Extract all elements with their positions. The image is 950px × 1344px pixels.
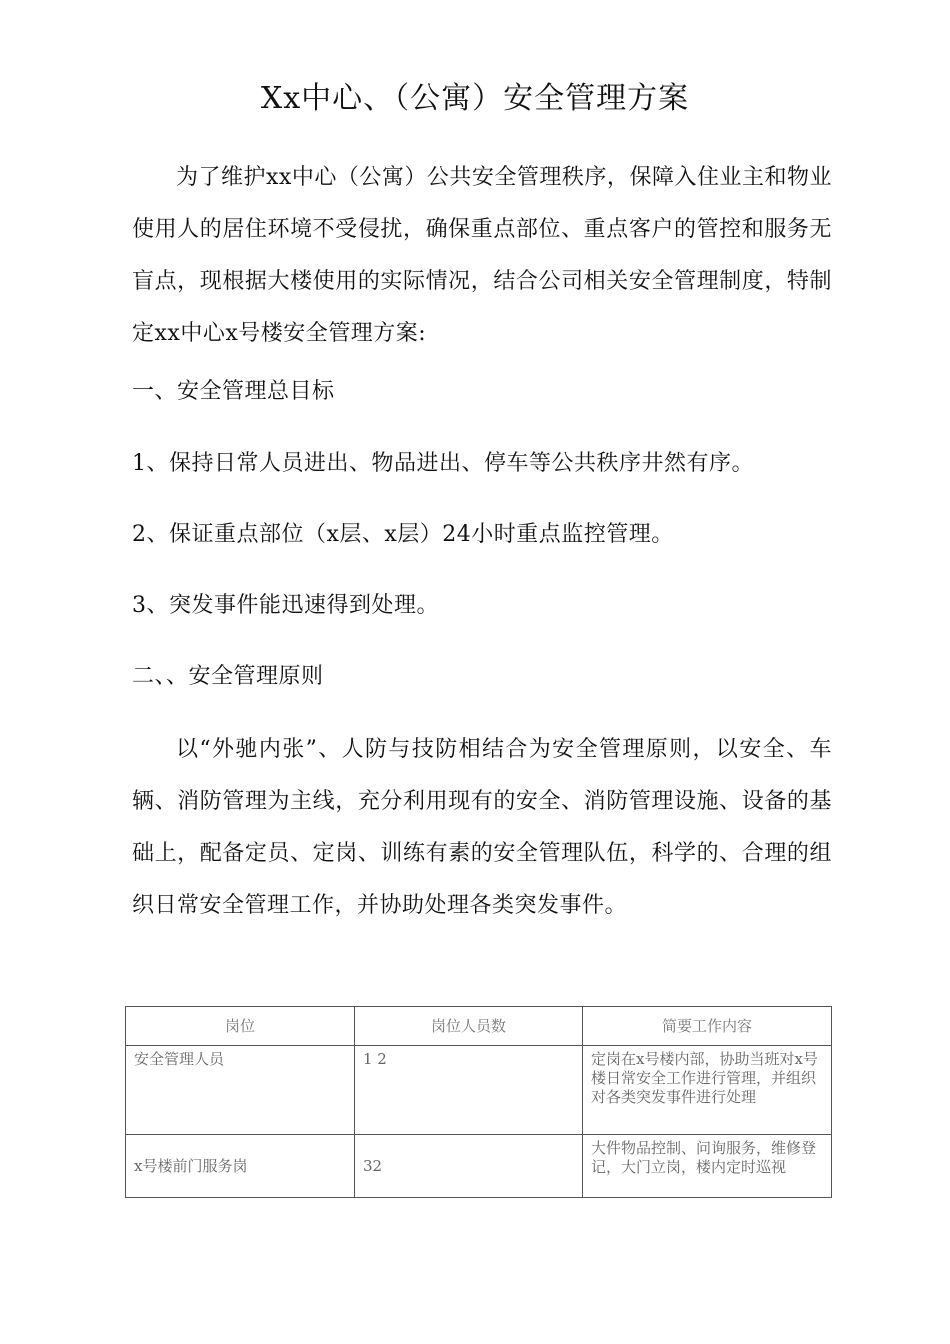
cell-post: 安全管理人员	[126, 1046, 355, 1135]
document-title: Xx中心、（公寓）安全管理方案	[260, 81, 690, 116]
cell-headcount: 1 2	[355, 1046, 583, 1135]
cell-duties: 定岗在x号楼内部，协助当班对x号楼日常安全工作进行管理，并组织对各类突发事件进行处理	[583, 1046, 832, 1135]
table-row	[126, 1135, 832, 1198]
goal-item-2: 2、保证重点部位（x层、x层）24小时重点监控管理。	[132, 522, 674, 547]
header-post: 岗位	[126, 1007, 355, 1046]
goal-item-1: 1、保持日常人员进出、物品进出、停车等公共秩序井然有序。	[132, 451, 754, 476]
table-header-row	[126, 1007, 832, 1046]
intro-paragraph: 为了维护xx中心（公寓）公共安全管理秩序，保障入住业主和物业使用人的居住环境不受侵扰，确保重点部位、重点客户的管控和服务无盲点，现根据大楼使用的实际情况，结合公司相关安全管理制度，特制定xx中心x号楼安全管理方案:	[132, 165, 832, 346]
cell-headcount: 32	[355, 1135, 583, 1198]
section1-heading: 一、安全管理总目标	[132, 379, 335, 404]
table-row	[126, 1046, 832, 1135]
section2-heading: 二、、安全管理原则	[132, 664, 324, 689]
header-headcount: 岗位人员数	[355, 1007, 583, 1046]
principles-paragraph: 以“外驰内张”、人防与技防相结合为安全管理原则，以安全、车辆、消防管理为主线，充分利用现有的安全、消防管理设施、设备的基础上，配备定员、定岗、训练有素的安全管理队伍，科学的、合理的组织日常安全管理工作，并协助处理各类突发事件。	[132, 737, 832, 918]
staffing-table	[125, 1006, 832, 1198]
header-duties: 简要工作内容	[583, 1007, 832, 1046]
goal-item-3: 3、突发事件能迅速得到处理。	[132, 593, 439, 618]
cell-post: x号楼前门服务岗	[126, 1135, 355, 1198]
cell-duties: 大件物品控制、问询服务，维修登记，大门立岗，楼内定时巡视	[583, 1135, 832, 1198]
